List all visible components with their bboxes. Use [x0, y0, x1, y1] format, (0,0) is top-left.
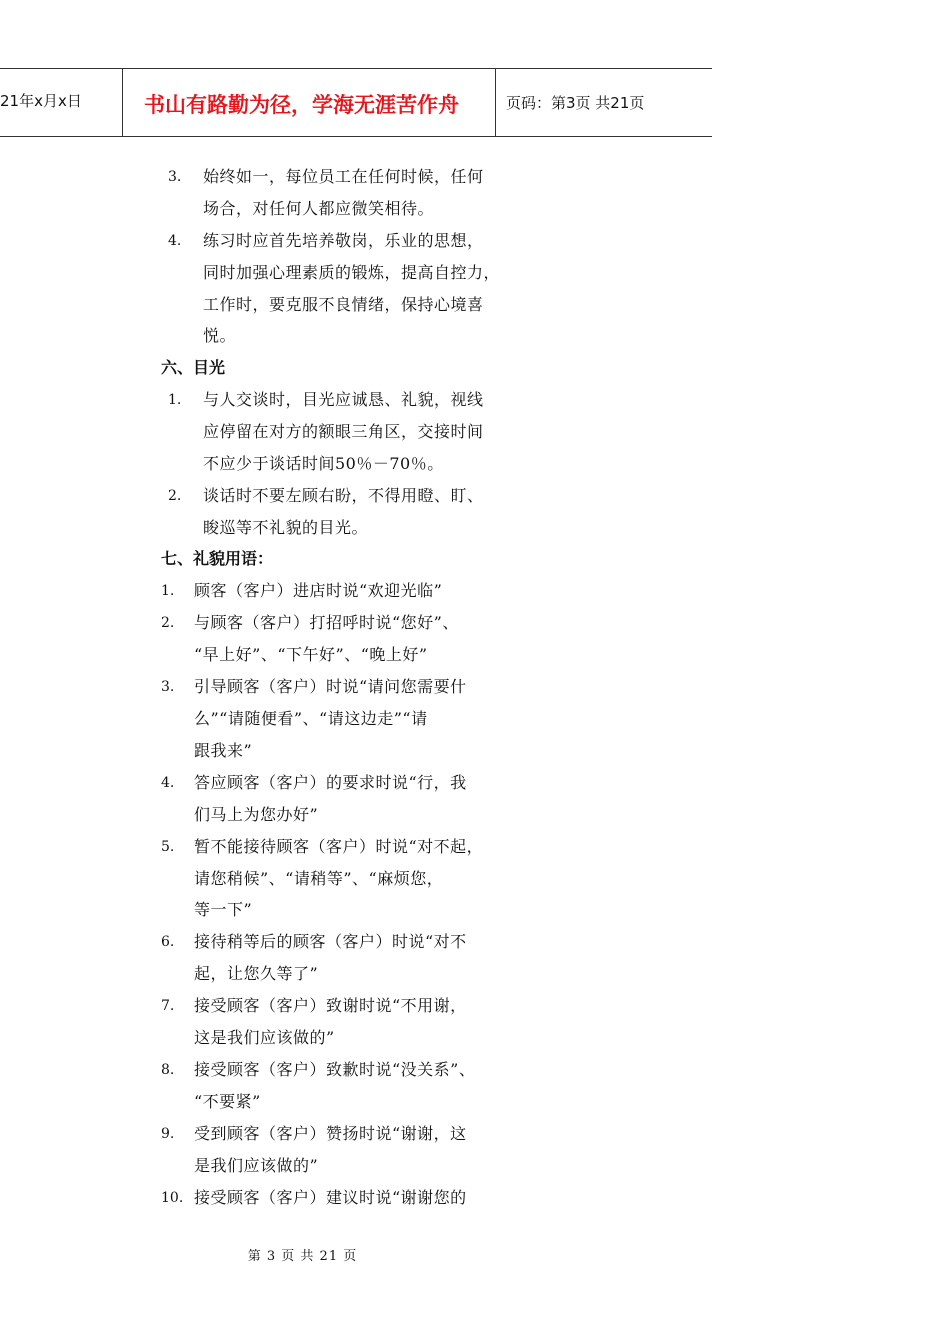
list-item-text: 接受顾客（客户）建议时说“谢谢您的	[194, 1188, 467, 1207]
list-item-text: 接受顾客（客户）致歉时说“没关系”、	[194, 1060, 476, 1079]
list-item-text: 跟我来”	[194, 741, 253, 760]
list-number: 3.	[161, 679, 175, 695]
header-date: 21年x月x日	[0, 92, 82, 110]
list-item-text: 引导顾客（客户）时说“请问您需要什	[194, 677, 467, 696]
list-number: 4.	[168, 233, 182, 249]
list-item-text: 与顾客（客户）打招呼时说“您好”、	[194, 613, 459, 632]
list-item-text: “不要紧”	[194, 1092, 261, 1111]
list-item-text: 练习时应首先培养敬岗，乐业的思想，	[203, 231, 484, 250]
list-item-text: 接待稍等后的顾客（客户）时说“对不	[194, 932, 467, 951]
header-top-rule	[0, 68, 712, 69]
list-item-text: 们马上为您办好”	[194, 805, 319, 824]
list-item-text: “早上好”、“下午好”、“晚上好”	[194, 645, 428, 664]
header-divider-right	[495, 68, 496, 136]
list-item-text: 么”“请随便看”、“请这边走”“请	[194, 709, 428, 728]
list-item-text: 暂不能接待顾客（客户）时说“对不起，	[194, 837, 484, 856]
list-item-text: 同时加强心理素质的锻炼，提高自控力，	[203, 263, 501, 282]
list-item-text: 接受顾客（客户）致谢时说“不用谢，	[194, 996, 467, 1015]
list-item-text: 始终如一，每位员工在任何时候，任何	[203, 167, 484, 186]
section-heading: 七、礼貌用语：	[161, 549, 274, 568]
list-item-text: 应停留在对方的额眼三角区，交接时间	[203, 422, 484, 441]
list-number: 2.	[161, 615, 175, 631]
list-number: 4.	[161, 775, 175, 791]
list-item-text: 请您稍候”、“请稍等”、“麻烦您，	[194, 869, 444, 888]
page-footer: 第 3 页 共 21 页	[247, 1249, 358, 1264]
list-number: 1.	[168, 392, 182, 408]
header-bottom-rule	[0, 136, 712, 137]
list-item-text: 工作时，要克服不良情绪，保持心境喜	[203, 295, 484, 314]
list-number: 8.	[161, 1062, 175, 1078]
list-item-text: 顾客（客户）进店时说“欢迎光临”	[194, 581, 443, 600]
list-item-text: 不应少于谈话时间50％－70％。	[203, 454, 444, 473]
list-item-text: 等一下”	[194, 900, 253, 919]
list-item-text: 悦。	[203, 326, 237, 345]
list-item-text: 睃巡等不礼貌的目光。	[203, 518, 369, 537]
list-number: 1.	[161, 583, 175, 599]
list-item-text: 起，让您久等了”	[194, 964, 319, 983]
list-number: 9.	[161, 1126, 175, 1142]
list-number: 10.	[161, 1190, 184, 1206]
list-item-text: 这是我们应该做的”	[194, 1028, 335, 1047]
list-number: 2.	[168, 488, 182, 504]
list-number: 6.	[161, 934, 175, 950]
header-page-info: 页码：第3页 共21页	[506, 94, 645, 112]
header-motto: 书山有路勤为径，学海无涯苦作舟	[144, 93, 459, 117]
header-divider-left	[122, 68, 123, 136]
section-heading: 六、目光	[161, 358, 226, 377]
list-item-text: 受到顾客（客户）赞扬时说“谢谢，这	[194, 1124, 467, 1143]
list-item-text: 是我们应该做的”	[194, 1156, 319, 1175]
list-item-text: 场合，对任何人都应微笑相待。	[203, 199, 435, 218]
list-item-text: 谈话时不要左顾右盼，不得用瞪、盯、	[203, 486, 484, 505]
list-item-text: 与人交谈时，目光应诚恳、礼貌，视线	[203, 390, 484, 409]
list-item-text: 答应顾客（客户）的要求时说“行，我	[194, 773, 467, 792]
list-number: 5.	[161, 839, 175, 855]
list-number: 3.	[168, 169, 182, 185]
list-number: 7.	[161, 998, 175, 1014]
